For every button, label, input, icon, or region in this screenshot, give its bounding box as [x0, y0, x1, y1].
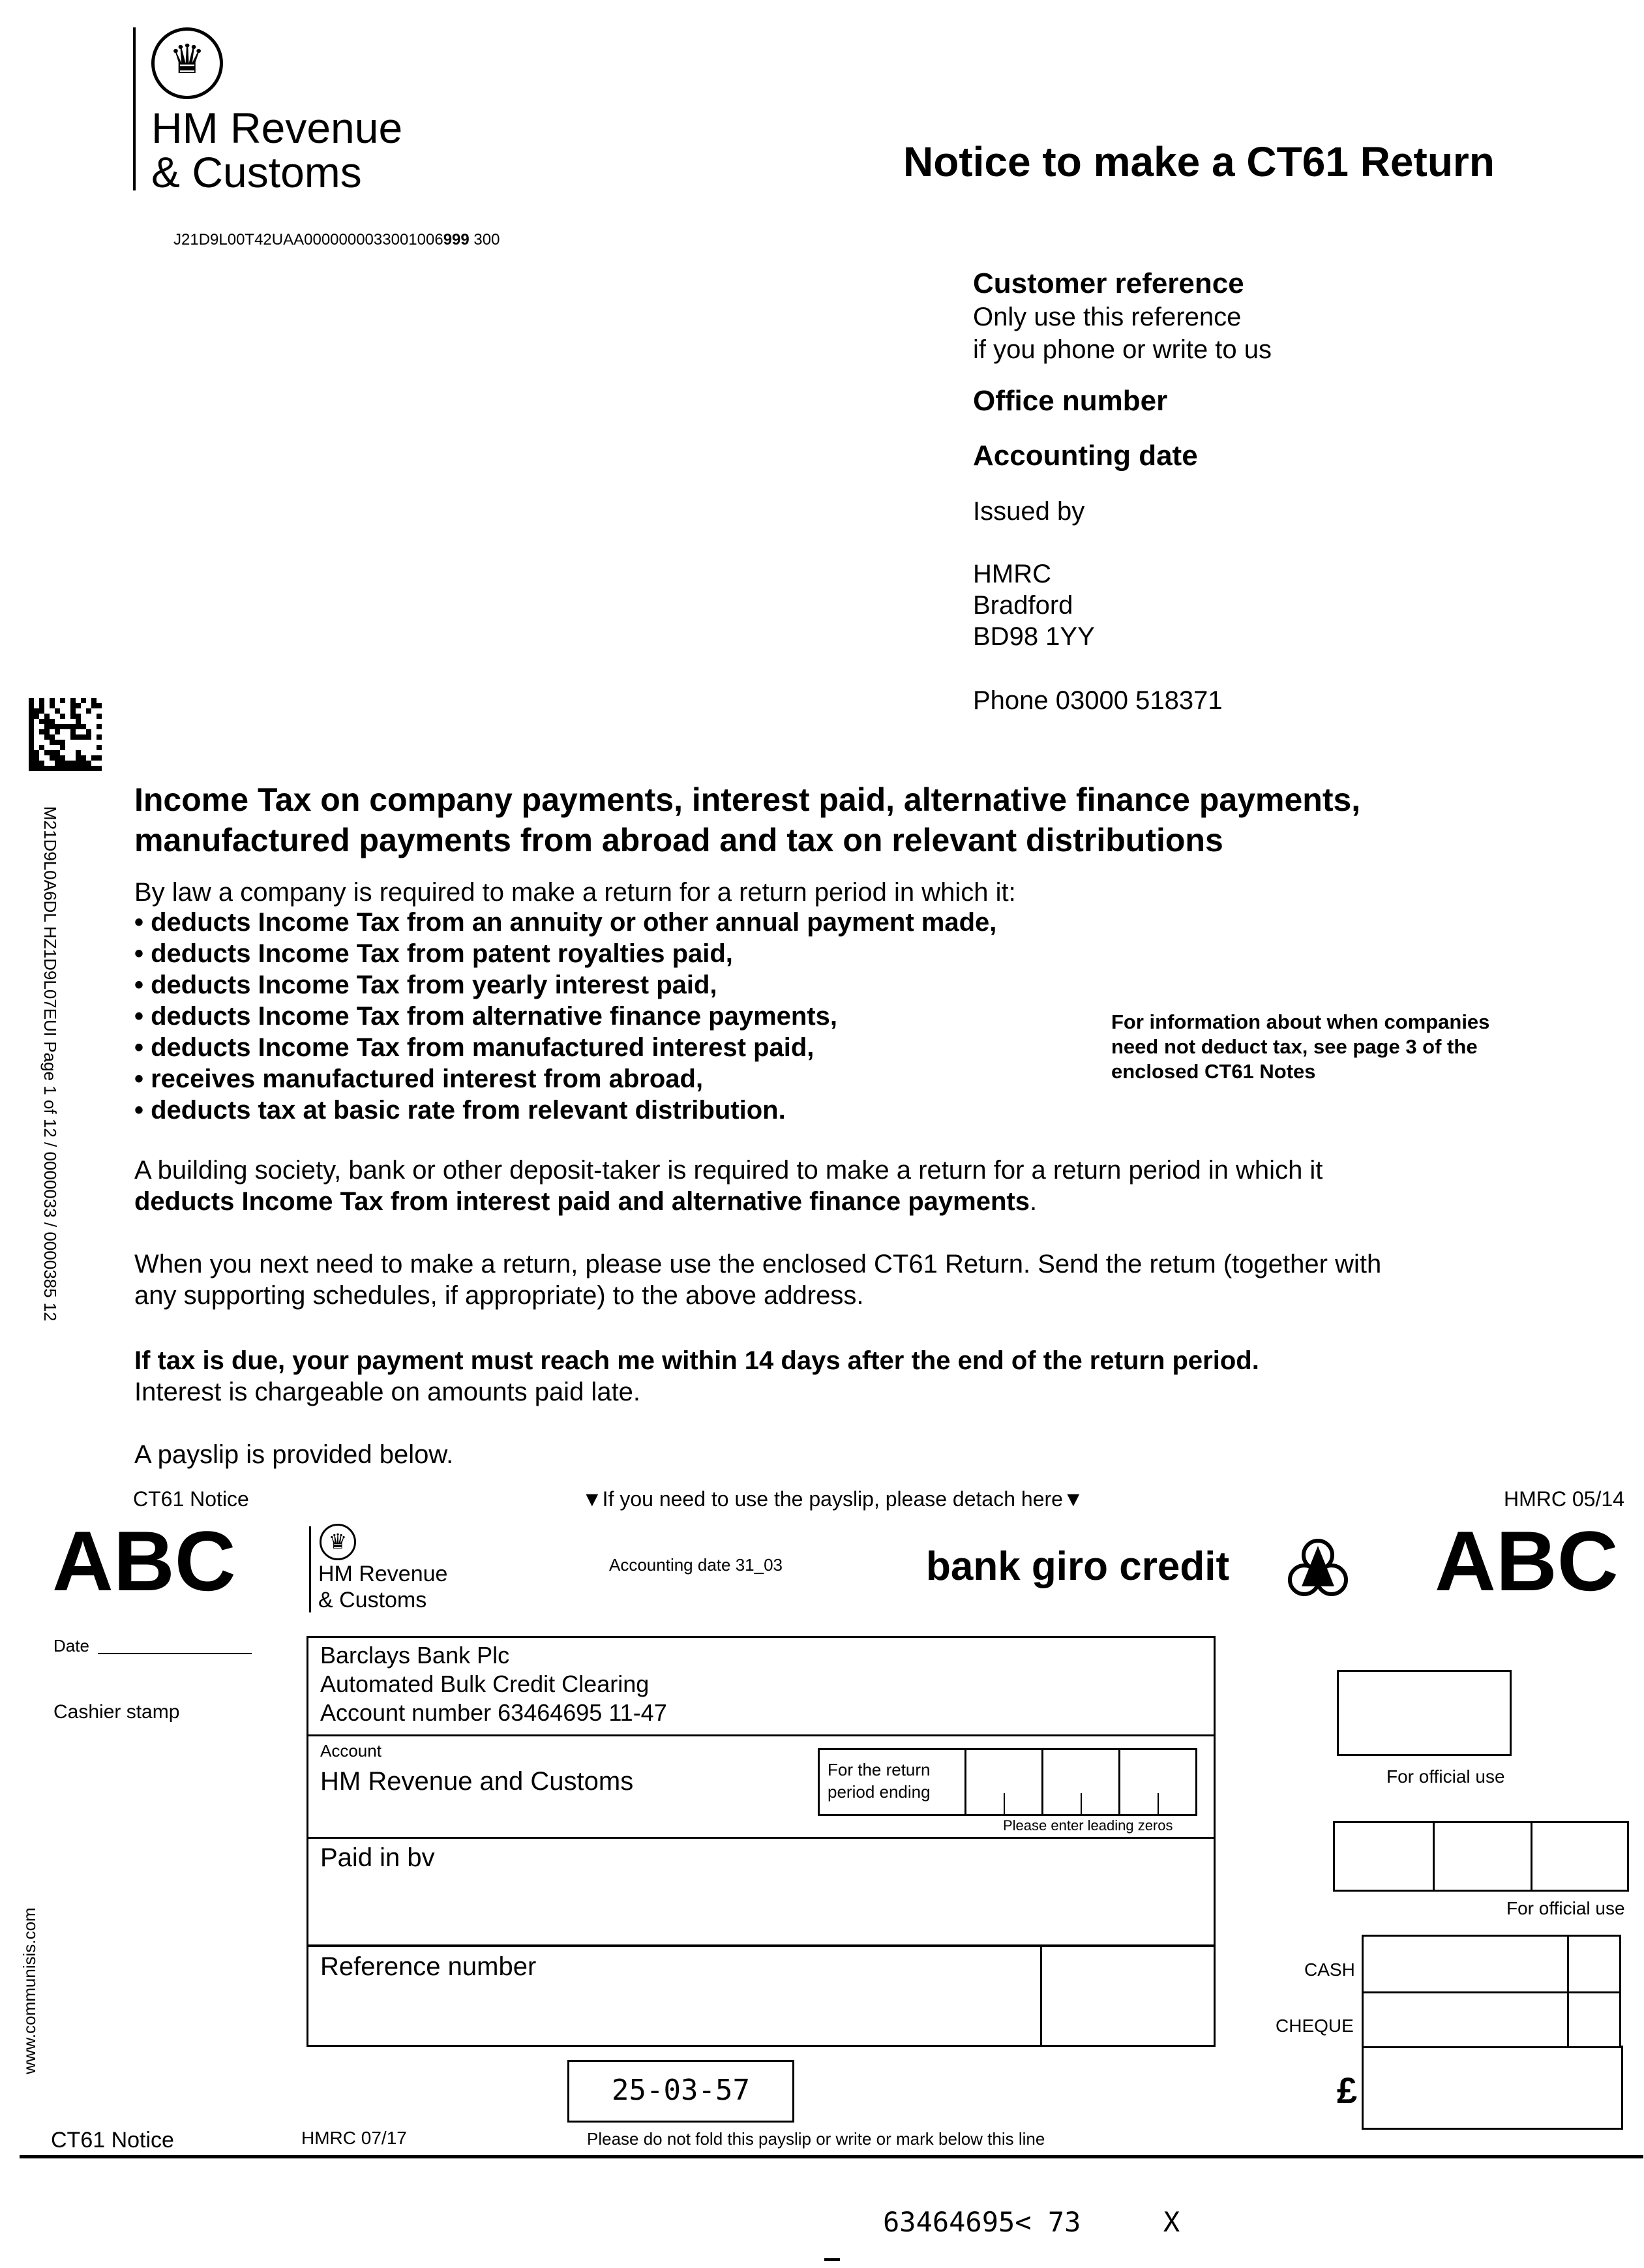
- return-instructions-paragraph: When you next need to make a return, please use the enclosed CT61 Return. Send the retum (together with any supporting schedules, if appropriate) to the above address.: [134, 1250, 1382, 1310]
- official-use-box-2: [1333, 1821, 1629, 1892]
- account-box: Account HM Revenue and Customs: [306, 1734, 1216, 1839]
- cash-label: CASH: [1304, 1959, 1355, 1980]
- list-item: • deducts Income Tax from alternative finance payments,: [134, 1002, 838, 1031]
- cashier-stamp-label: Cashier stamp: [53, 1701, 180, 1723]
- address-line-1: HMRC: [973, 560, 1051, 588]
- printer-website: www.communisis.com: [20, 1907, 39, 2074]
- payslip-logo-line-1: HM Revenue: [318, 1562, 448, 1586]
- official-use-box-1: [1337, 1670, 1512, 1756]
- logo-rule: [133, 27, 136, 190]
- leading-zeros-hint: Please enter leading zeros: [1003, 1817, 1173, 1834]
- sort-code-box: 25-03-57: [567, 2060, 794, 2123]
- bullet-list: [134, 907, 996, 1126]
- fold-warning: Please do not fold this payslip or write or mark below this line: [587, 2129, 1045, 2149]
- office-number-label: Office number: [973, 385, 1168, 417]
- form-version-bottom: HMRC 07/17: [301, 2128, 407, 2148]
- accounting-date-label: Accounting date: [973, 440, 1198, 472]
- paid-in-by-field[interactable]: Paid in bv: [306, 1837, 1216, 1946]
- bank-details-box: Barclays Bank Plc Automated Bulk Credit Clearing Account number 63464695 11-47: [306, 1636, 1216, 1736]
- customer-reference-label: Customer reference: [973, 267, 1244, 299]
- margin-codes: M21D9L0A6DL HZ1D9L07EUI Page 1 of 12 / 0000033 / 0000385 12: [40, 806, 60, 1322]
- payslip-logo-rule: [309, 1526, 311, 1612]
- list-item: • deducts tax at basic rate from relevant distribution.: [134, 1096, 786, 1125]
- section-heading-line-1: Income Tax on company payments, interest paid, alternative finance payments,: [134, 781, 1361, 818]
- list-item: • deducts Income Tax from an annuity or other annual payment made,: [134, 908, 997, 937]
- datamatrix-code-icon: [29, 698, 102, 771]
- pound-sign: £: [1337, 2070, 1358, 2111]
- ct61-notice-label-top: CT61 Notice: [133, 1487, 249, 1511]
- payslip-intro: A payslip is provided below.: [134, 1440, 454, 1469]
- payslip-logo-line-2: & Customs: [318, 1588, 427, 1612]
- intro-text: By law a company is required to make a return for a return period in which it:: [134, 878, 1016, 907]
- cash-cheque-field[interactable]: [1362, 1935, 1621, 2048]
- date-label: Date: [53, 1636, 89, 1656]
- abc-mark-right: ABC: [1435, 1513, 1619, 1609]
- payment-deadline-paragraph: If tax is due, your payment must reach me within 14 days after the end of the return period. Interest is chargeable on amounts paid late.: [134, 1346, 1259, 1406]
- detach-instruction: ▼If you need to use the payslip, please detach here▼: [582, 1487, 1084, 1511]
- form-version-top: HMRC 05/14: [1504, 1487, 1624, 1511]
- official-use-label-1: For official use: [1386, 1766, 1505, 1787]
- payslip-accounting-date: Accounting date 31_03: [609, 1555, 783, 1575]
- document-reference-code: J21D9L00T42UAA0000000033001006999 300: [173, 231, 500, 249]
- issued-by-label: Issued by: [973, 497, 1085, 526]
- official-use-label-2: For official use: [1506, 1898, 1625, 1918]
- logo-line-2: & Customs: [151, 148, 362, 196]
- giro-logo-icon: [1282, 1533, 1354, 1605]
- list-item: • deducts Income Tax from patent royalties paid,: [134, 939, 733, 968]
- reference-number-field[interactable]: Reference number: [306, 1945, 1216, 2047]
- address-line-2: Bradford: [973, 591, 1073, 620]
- address-line-3: BD98 1YY: [973, 622, 1095, 651]
- amount-field[interactable]: [1362, 2128, 1623, 2130]
- ct61-notice-label-bottom: CT61 Notice: [51, 2128, 174, 2153]
- side-note: For information about when companies need not deduct tax, see page 3 of the enclosed CT61 Notes: [1111, 1010, 1490, 1083]
- micr-code-line: 63464695< 73 X: [883, 2206, 1180, 2238]
- phone-number: Phone 03000 518371: [973, 686, 1223, 715]
- crown-icon: ♛: [151, 27, 223, 99]
- customer-reference-note-2: if you phone or write to us: [973, 335, 1272, 364]
- payslip-crown-icon: ♛: [320, 1524, 356, 1560]
- return-period-field[interactable]: For the return period ending: [818, 1748, 1197, 1816]
- abc-mark-left: ABC: [52, 1513, 236, 1609]
- cheque-label: CHEQUE: [1276, 2016, 1354, 2036]
- tear-line: [20, 2155, 1643, 2158]
- list-item: • deducts Income Tax from manufactured interest paid,: [134, 1033, 815, 1062]
- page-title: Notice to make a CT61 Return: [903, 138, 1495, 185]
- logo-line-1: HM Revenue: [151, 104, 403, 152]
- bank-giro-credit-title: bank giro credit: [926, 1544, 1230, 1589]
- section-heading-line-2: manufactured payments from abroad and tax on relevant distributions: [134, 822, 1223, 858]
- list-item: • receives manufactured interest from abroad,: [134, 1065, 704, 1093]
- list-item: • deducts Income Tax from yearly interest paid,: [134, 971, 717, 999]
- date-line[interactable]: [98, 1653, 252, 1654]
- customer-reference-note-1: Only use this reference: [973, 303, 1242, 331]
- deposit-taker-paragraph: A building society, bank or other deposit-taker is required to make a return for a return period in which it deducts Income Tax from interest paid and alternative finance payments.: [134, 1156, 1323, 1216]
